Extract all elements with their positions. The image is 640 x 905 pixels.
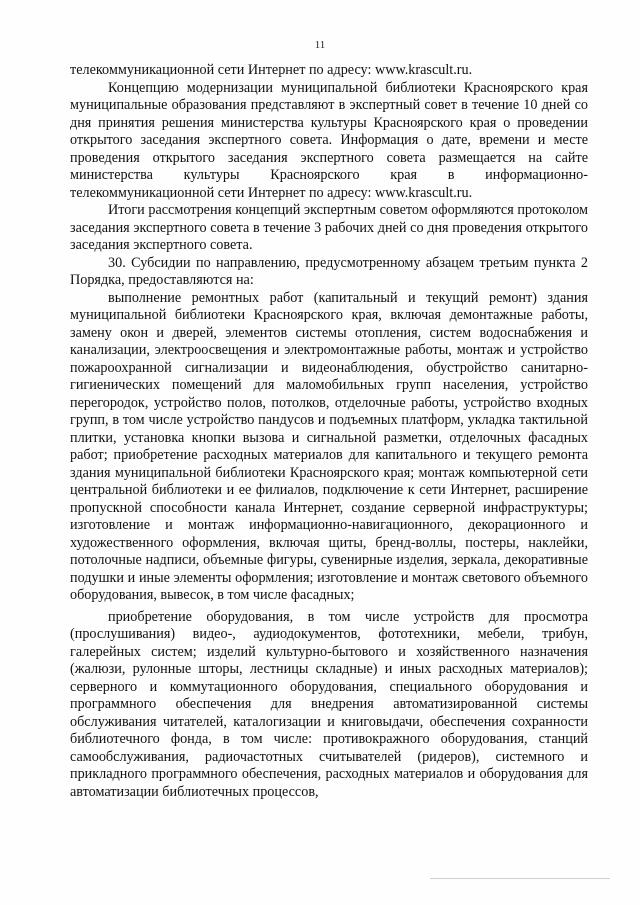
paragraph-equipment-purchase: приобретение оборудования, в том числе устройств для просмотра (прослушивания) видео-, аудиодокументов, фототехники, мебели, трибун, галерейных систем; изделий культурно-бытового и хозяйственного назначения (жалюзи, рулонные шторы, лестницы складные) и иных расходных материалов); серверного и коммутационного оборудования, специального оборудования и программного обеспечения для внедрения автоматизированной системы обслуживания читателей, каталогизации и книговыдачи, обеспечения сохранности библиотечного фонда, в том числе: противокражного оборудования, станций самообслуживания, радиочастотных считывателей (ридеров), системного и прикладного программного обеспечения, расходных материалов и оборудования для автоматизации библиотечных процессов, — [70, 608, 588, 800]
document-body — [70, 62, 588, 801]
paragraph-concept-submission: Концепцию модернизации муниципальной библиотеки Красноярского края муниципальные образования представляют в экспертный совет в течение 10 дней со дня принятия решения министерства культуры Красноярского края о проведении открытого заседания экспертного совета. Информация о дате, времени и месте проведения открытого заседания экспертного совета размещается на сайте министерства культуры Красноярского края в информационно-телекоммуникационной сети Интернет по адресу: www.krascult.ru. — [70, 79, 588, 201]
paragraph-item-30: 30. Субсидии по направлению, предусмотренному абзацем третьим пункта 2 Порядка, предоставляются на: — [70, 254, 588, 288]
paragraph-review-results: Итоги рассмотрения концепций экспертным советом оформляются протоколом заседания экспертного совета в течение 3 рабочих дней со дня проведения открытого заседания экспертного совета. — [70, 202, 588, 253]
paragraph-repair-works: выполнение ремонтных работ (капитальный и текущий ремонт) здания муниципальной библиотеки Красноярского края, включая демонтажные работы, замену окон и дверей, элементов системы отопления, систем водоснабжения и канализации, электроосвещения и электромонтажные работы, монтаж и устройство пожароохранной сигнализации и видеонаблюдения, обустройство санитарно-гигиенических помещений для маломобильных групп населения, устройство перегородок, устройство полов, потолков, отделочные работы, устройство входных групп, в том числе устройство пандусов и подъемных платформ, укладка тактильной плитки, установка кнопки вызова и сигнальной разметки, отделочных фасадных работ; приобретение расходных материалов для капитального и текущего ремонта здания муниципальной библиотеки Красноярского края; монтаж компьютерной сети центральной библиотеки и ее филиалов, подключение к сети Интернет, расширение пропускной способности канала Интернет, создание серверной инфраструктуры; изготовление и монтаж информационно-навигационного, декорационного и художественного оформления, включая щиты, бренд-воллы, постеры, наклейки, потолочные надписи, объемные фигуры, сувенирные изделия, зеркала, декоративные подушки и иные элементы оформления; изготовление и монтаж светового объемного оборудования, вывесок, в том числе фасадных; — [70, 289, 588, 603]
footer-divider — [430, 878, 610, 879]
page-number: 11 — [314, 39, 326, 51]
paragraph-continuation: телекоммуникационной сети Интернет по адресу: www.krascult.ru. — [70, 62, 473, 78]
